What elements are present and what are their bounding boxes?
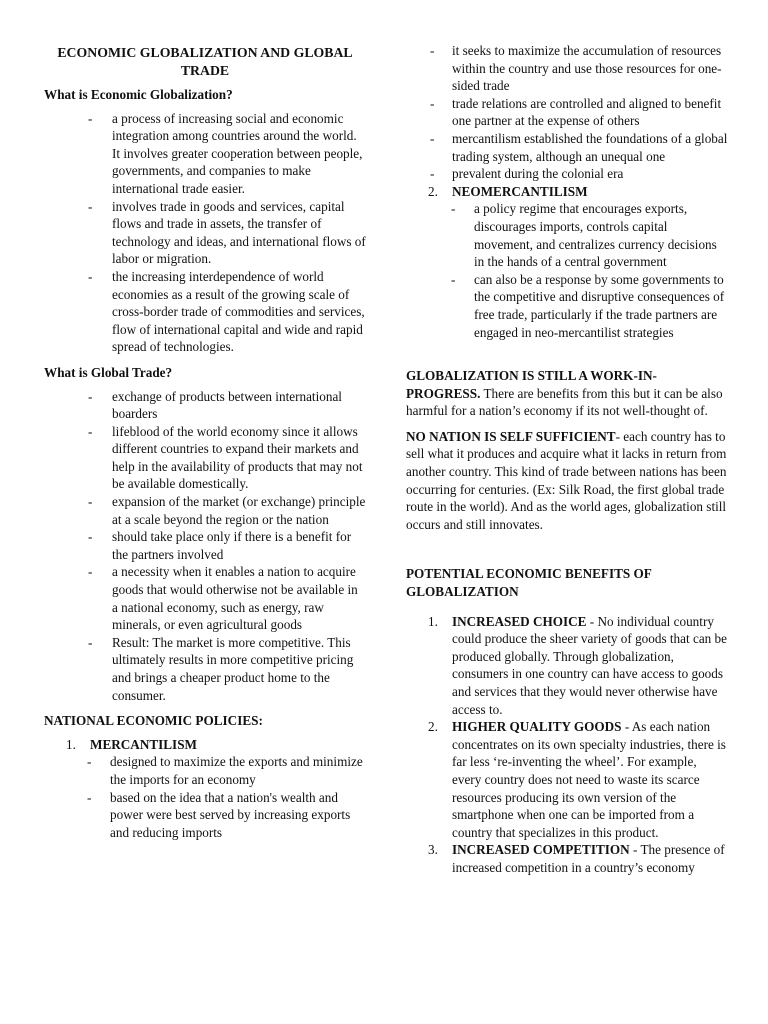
list-item: - designed to maximize the exports and minimize the imports for an economy (87, 754, 363, 787)
national-economic-policies-heading: NATIONAL ECONOMIC POLICIES: (44, 713, 263, 729)
list-number: 2. (428, 719, 438, 735)
benefit-title: INCREASED CHOICE (452, 613, 587, 629)
benefit-item: 1. INCREASED CHOICE - No individual country could produce the sheer variety of goods that can be produced globally. Through globalization, consumers in one country can have access to goods and services that they would never otherwise have access to. (428, 613, 728, 717)
list-item: - prevalent during the colonial era (430, 166, 624, 182)
list-item: - expansion of the market (or exchange) principle at a scale beyond the region or the nation (88, 494, 366, 527)
benefit-item: 3. INCREASED COMPETITION - The presence of increased competition in a country’s economy (428, 842, 725, 875)
global-trade-list (44, 388, 366, 705)
list-item: - the increasing interdependence of world economies as a result of the growing scale of cross-border trade of commodities and services, flow of international capital and wide and rapid spread of technologies. (88, 268, 365, 355)
list-item: - a process of increasing social and economic integration among countries around the world. It involves greater cooperation between people, governments, and companies to make international trade easier. (88, 110, 363, 196)
policy-title: NEOMERCANTILISM (452, 183, 588, 199)
list-item: - mercantilism established the foundations of a global trading system, although an unequal one (430, 130, 728, 164)
list-item: - involves trade in goods and services, capital flows and trade in assets, the transfer of technology and ideas, and international flows of labor or migration. (88, 198, 366, 267)
list-item: - a policy regime that encourages exports, discourages imports, controls capital movement, and centralizes currency decisions in the hands of a central government (451, 201, 717, 270)
work-in-progress-paragraph: GLOBALIZATION IS STILL A WORK-IN-PROGRESS. There are benefits from this but it can be also harmful for a nation’s economy if its not well-thought of. (406, 368, 723, 419)
list-item: - trade relations are controlled and aligned to benefit one partner at the expense of others (430, 95, 722, 129)
list-number: 3. (428, 842, 438, 858)
list-item: - can also be a response by some governments to the competitive and disruptive consequences of free trade, particularly if the trade partners are engaged in neo-mercantilist strategies (451, 271, 725, 340)
list-number: 1. (66, 736, 76, 752)
benefits-list (406, 613, 728, 877)
benefits-heading: POTENTIAL ECONOMIC BENEFITS OF GLOBALIZATION (406, 566, 652, 600)
policy-neomercantilism (406, 183, 728, 341)
list-item: - exchange of products between international boarders (88, 388, 342, 422)
work-in-progress-bold: GLOBALIZATION IS STILL A WORK-IN-PROGRESS. (406, 368, 657, 401)
document-title: ECONOMIC GLOBALIZATION AND GLOBAL TRADE (57, 45, 353, 78)
policies-list-continued (406, 183, 728, 341)
policies-list (44, 736, 366, 842)
benefit-title: HIGHER QUALITY GOODS (452, 719, 622, 735)
neomercantilism-list (430, 200, 728, 341)
policy-title: MERCANTILISM (90, 736, 197, 752)
list-item: - a necessity when it enables a nation to acquire goods that would otherwise not be available in a national economy, such as energy, raw minerals, or even agricultural goods (88, 564, 358, 633)
self-sufficient-paragraph: NO NATION IS SELF SUFFICIENT- each country has to sell what it produces and acquire what it lacks in return from another country. This kind of trade between nations has been occurring for centuries. (Ex: Silk Road, the first global trade route in the world). And as the world ages, globalization still occurs and still innovates. (406, 428, 727, 532)
list-number: 2. (428, 183, 438, 199)
right-column (406, 42, 728, 877)
list-item: - should take place only if there is a benefit for the partners involved (88, 529, 352, 562)
list-number: 1. (428, 613, 438, 629)
mercantilism-list (66, 753, 366, 841)
list-item: - based on the idea that a nation's wealth and power were best served by increasing exports and reducing imports (87, 789, 351, 840)
list-item: - lifeblood of the world economy since it allows different countries to expand their markets and help in the availability of products that may not be available domestically. (88, 423, 363, 492)
self-sufficient-bold: NO NATION IS SELF SUFFICIENT (406, 428, 616, 444)
policy-mercantilism (44, 736, 366, 842)
question-economic-globalization: What is Economic Globalization? (44, 87, 233, 102)
list-item: - it seeks to maximize the accumulation of resources within the country and use those resources for one-sided trade (430, 43, 722, 94)
list-item: - Result: The market is more competitive. This ultimately results in more competitive pricing and brings a cheaper product home to the consumer. (88, 634, 354, 703)
benefit-item: 2. HIGHER QUALITY GOODS - As each nation concentrates on its own specialty industries, there is far less ‘re-inventing the wheel’. For example, every country does not need to waste its scarce resources producing its own version of the smartphone when one can be imported from a country that specializes in this product. (428, 719, 726, 840)
question-global-trade: What is Global Trade? (44, 364, 173, 380)
mercantilism-continued-list (384, 42, 728, 183)
benefit-title: INCREASED COMPETITION (452, 842, 630, 858)
economic-globalization-list (44, 110, 366, 356)
left-column (44, 42, 366, 849)
